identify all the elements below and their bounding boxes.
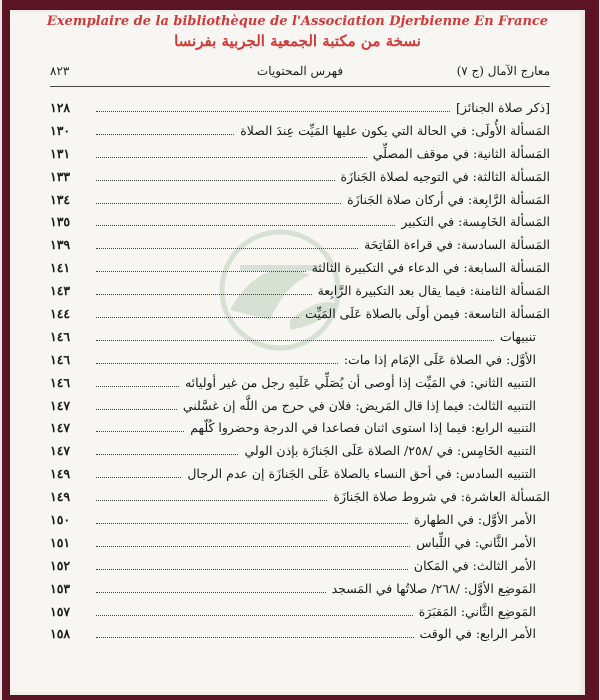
toc-leader-dots xyxy=(96,607,413,616)
toc-entry-page: ١٥٢ xyxy=(50,557,71,573)
toc-entry-title: الأمر الرابع: في الوقت xyxy=(419,626,536,642)
toc-entry-title: المَسألة السابعة: في الدعاء في التكبيرة الثالثة xyxy=(311,260,550,276)
toc-entry-title: المَوضِع الثَّاني: المَقبَرَة xyxy=(418,603,536,619)
toc-entry xyxy=(50,394,550,417)
header-rule xyxy=(50,86,550,87)
toc-entry-title: التنبيه الثاني: في المَيِّت إذا أوصى أن يُصَلِّي عَلَيهِ رجل من غير أوليائه xyxy=(184,374,536,390)
toc-entry-title: [ذكر صلاة الجنائز] xyxy=(455,99,550,115)
toc-entry-title: تنبيهات xyxy=(499,328,536,344)
toc-leader-dots xyxy=(96,378,179,387)
toc-leader-dots xyxy=(96,172,335,181)
toc-entry-title: الأمر الثَّاني: في اللِّباس xyxy=(416,534,536,550)
library-stamp-arabic: نسخة من مكتبة الجمعية الجربية بفرنسا xyxy=(174,32,421,50)
toc-leader-dots xyxy=(96,492,327,501)
toc-leader-dots xyxy=(96,309,299,318)
toc-entry-page: ١٤٩ xyxy=(50,466,71,482)
toc-entry-page: ١٥٨ xyxy=(50,626,71,642)
toc-entry-page: ١٤٦ xyxy=(50,374,71,390)
toc-leader-dots xyxy=(96,629,414,638)
toc-entry xyxy=(50,256,550,279)
toc-entry xyxy=(50,439,550,462)
toc-entry xyxy=(50,577,550,600)
toc-entry xyxy=(50,119,550,142)
toc-entry-page: ١٣٤ xyxy=(50,191,71,207)
toc-entry xyxy=(50,508,550,531)
toc-entry-page: ١٤١ xyxy=(50,260,71,276)
toc-entry-page: ١٤٧ xyxy=(50,420,71,436)
toc-entry xyxy=(50,188,550,211)
toc-entry-title: المَسألة التاسعة: فيمن أولَى بالصلاة عَلَى المَيِّت xyxy=(305,305,550,321)
toc-entry-title: المَسألة الخَامِسة: في التكبير xyxy=(401,214,550,230)
toc-entry xyxy=(50,554,550,577)
toc-entry-page: ١٣٥ xyxy=(50,214,71,230)
toc-leader-dots xyxy=(96,332,494,341)
toc-entry-page: ١٤٧ xyxy=(50,397,71,413)
section-title: فهرس المحتويات xyxy=(256,64,344,78)
toc-entry-title: المَسألة العاشرة: في شروط صلاة الجَنازَة xyxy=(333,489,550,505)
toc-entry xyxy=(50,622,550,645)
toc-entry-page: ١٤٩ xyxy=(50,489,71,505)
toc-entry-page: ١٣٣ xyxy=(50,168,71,184)
toc-entry-title: المَسألة الرَّابِعة: في أركان صلاة الجَنازَة xyxy=(347,191,550,207)
toc-entry xyxy=(50,531,550,554)
toc-entry-page: ١٤٤ xyxy=(50,305,71,321)
toc-entry-page: ١٥٧ xyxy=(50,603,71,619)
toc-entry-title: التنبيه السادس: في أحق النساء بالصلاة عَلَى الجَنازَة إن عدم الرجال xyxy=(187,466,536,482)
toc-leader-dots xyxy=(96,584,326,593)
toc-leader-dots xyxy=(96,355,338,364)
toc-entry-title: المَسألة السادسة: في قراءة الفَاتِحَة xyxy=(364,237,550,253)
toc-entry xyxy=(50,233,550,256)
toc-leader-dots xyxy=(96,149,367,158)
toc-entry-title: الأمر الثالث: في المَكان xyxy=(413,557,536,573)
toc-leader-dots xyxy=(96,286,312,295)
toc-entry xyxy=(50,462,550,485)
toc-entry xyxy=(50,348,550,371)
toc-entry-page: ١٣٩ xyxy=(50,237,71,253)
toc-leader-dots xyxy=(96,401,177,410)
toc-entry-title: المَسألة الثالثة: في التوجيه لصلاة الجَنازَة xyxy=(340,168,550,184)
toc-entry xyxy=(50,325,550,348)
toc-entry-page: ١٢٨ xyxy=(50,99,71,115)
toc-entry-title: المَوضِع الأوَّل: /٢٦٨/ صلاتُها في المَسجد xyxy=(331,580,536,596)
toc-entry-page: ١٤٦ xyxy=(50,328,71,344)
toc-leader-dots xyxy=(96,126,234,135)
toc-leader-dots xyxy=(96,515,408,524)
toc-entry-page: ١٣١ xyxy=(50,145,71,161)
toc-entry-page: ١٤٧ xyxy=(50,443,71,459)
toc-entry xyxy=(50,485,550,508)
toc-entry-title: المَسألة الأُولَى: في الحالة التي يكون عليها المَيِّت عِندَ الصلاة xyxy=(240,122,550,138)
toc-entry-title: المَسألة الثانية: في موقف المصلِّي xyxy=(372,145,550,161)
toc-leader-dots xyxy=(96,561,408,570)
toc-entry-page: ١٣٠ xyxy=(50,122,71,138)
toc-leader-dots xyxy=(96,538,410,547)
toc-leader-dots xyxy=(96,446,238,455)
toc-entry-title: التنبيه الثالث: فيما إذا قال المَريض: فلان في حرج من اللَّه إن غسَّلني xyxy=(182,397,536,413)
toc-leader-dots xyxy=(96,217,395,226)
page-number: ٨٢٣ xyxy=(50,64,70,78)
library-stamp-french: Exemplaire de la bibliothèque de l'Association Djerbienne En France xyxy=(46,14,549,29)
running-header xyxy=(50,62,550,84)
toc-entry xyxy=(50,416,550,439)
toc-entry-title: الأوَّل: في الصلاة عَلَى الإمَام إذا مات: xyxy=(343,351,536,367)
toc-entry-title: المَسألة الثامنة: فيما يقال بعد التكبيرة الرَّابِعة xyxy=(317,283,550,299)
table-of-contents xyxy=(50,96,550,645)
toc-entry xyxy=(50,302,550,325)
toc-leader-dots xyxy=(96,469,181,478)
toc-entry-title: التنبيه الرابع: فيما إذا استوى اثنان فصاعدا في الدرجة وحضروا كُلّهم xyxy=(190,420,536,436)
toc-entry xyxy=(50,142,550,165)
toc-entry-page: ١٥١ xyxy=(50,534,71,550)
toc-leader-dots xyxy=(96,103,450,112)
toc-entry xyxy=(50,371,550,394)
toc-entry xyxy=(50,600,550,623)
toc-entry xyxy=(50,210,550,233)
toc-entry-title: التنبيه الخَامِس: في /٢٥٨/ الصلاة عَلَى الجَنازَة بإذن الولي xyxy=(244,443,536,459)
toc-leader-dots xyxy=(96,240,358,249)
toc-entry-page: ١٤٣ xyxy=(50,283,71,299)
toc-entry-page: ١٥٣ xyxy=(50,580,71,596)
toc-entry xyxy=(50,279,550,302)
toc-leader-dots xyxy=(96,195,341,204)
toc-entry-page: ١٥٠ xyxy=(50,511,71,527)
toc-entry-page: ١٤٦ xyxy=(50,351,71,367)
book-title-volume: معارج الآمال (ج ٧) xyxy=(456,64,550,78)
toc-leader-dots xyxy=(96,263,306,272)
toc-entry xyxy=(50,165,550,188)
toc-entry xyxy=(50,96,550,119)
toc-entry-title: الأمر الأوَّل: في الطهارة xyxy=(413,511,536,527)
toc-leader-dots xyxy=(96,423,184,432)
